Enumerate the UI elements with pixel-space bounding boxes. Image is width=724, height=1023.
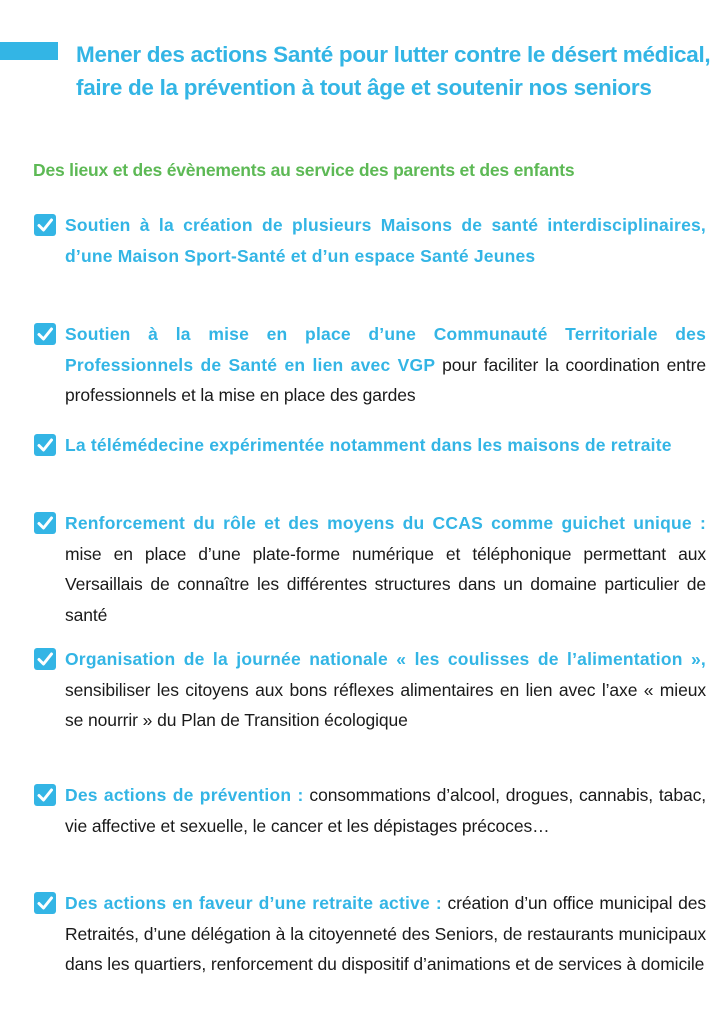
accent-bar — [0, 42, 58, 60]
item-title: Des actions en faveur d’une retraite active : — [65, 893, 442, 913]
item-description: mise en place d’une plate-forme numérique et téléphonique permettant aux Versaillais de connaître les différentes structures dans un domaine particulier de santé — [65, 543, 706, 625]
item-description: pour faciliter la coordination entre professionnels et la mise en place des gardes — [65, 354, 706, 405]
item-text — [65, 319, 706, 411]
item-description: consommations d’alcool, drogues, cannabis, tabac, vie affective et sexuelle, le cancer et les dépistages précoces… — [65, 785, 706, 836]
item-description: création d’un office municipal des Retraités, d’une délégation à la citoyenneté des Seniors, de restaurants municipaux dans les quartiers, renforcement du dispositif d’animations et de services à domicile — [65, 893, 706, 974]
item-title: La télémédecine expérimentée notamment dans les maisons de retraite — [65, 435, 672, 455]
item-text — [65, 508, 706, 630]
item-title: Soutien à la mise en place d’une Communauté Territoriale des Professionnels de Santé en lien avec VGP — [65, 324, 706, 375]
item-text — [65, 210, 706, 271]
item-title: Soutien à la création de plusieurs Maisons de santé interdisciplinaires, d’une Maison Sport-Santé et d’un espace Santé Jeunes — [65, 215, 706, 266]
checkbox-checked-icon — [34, 892, 56, 914]
item-description: sensibiliser les citoyens aux bons réflexes alimentaires en lien avec l’axe « mieux se nourrir » du Plan de Transition écologique — [65, 679, 706, 730]
item-text — [65, 888, 706, 980]
checkbox-checked-icon — [34, 648, 56, 670]
item-title: Des actions de prévention : — [65, 785, 304, 805]
item-text — [65, 644, 706, 736]
item-text — [65, 780, 706, 841]
checkbox-checked-icon — [34, 323, 56, 345]
checkbox-checked-icon — [34, 784, 56, 806]
checkbox-checked-icon — [34, 434, 56, 456]
section-subtitle: Des lieux et des évènements au service des parents et des enfants — [33, 160, 575, 180]
item-title: Renforcement du rôle et des moyens du CCAS comme guichet unique : — [65, 513, 706, 533]
checkbox-checked-icon — [34, 214, 56, 236]
page-title: Mener des actions Santé pour lutter contre le désert médical, faire de la prévention à tout âge et soutenir nos seniors — [76, 42, 711, 100]
checkbox-checked-icon — [34, 512, 56, 534]
item-title: Organisation de la journée nationale « les coulisses de l’alimentation », — [65, 649, 706, 669]
item-text — [65, 430, 706, 461]
